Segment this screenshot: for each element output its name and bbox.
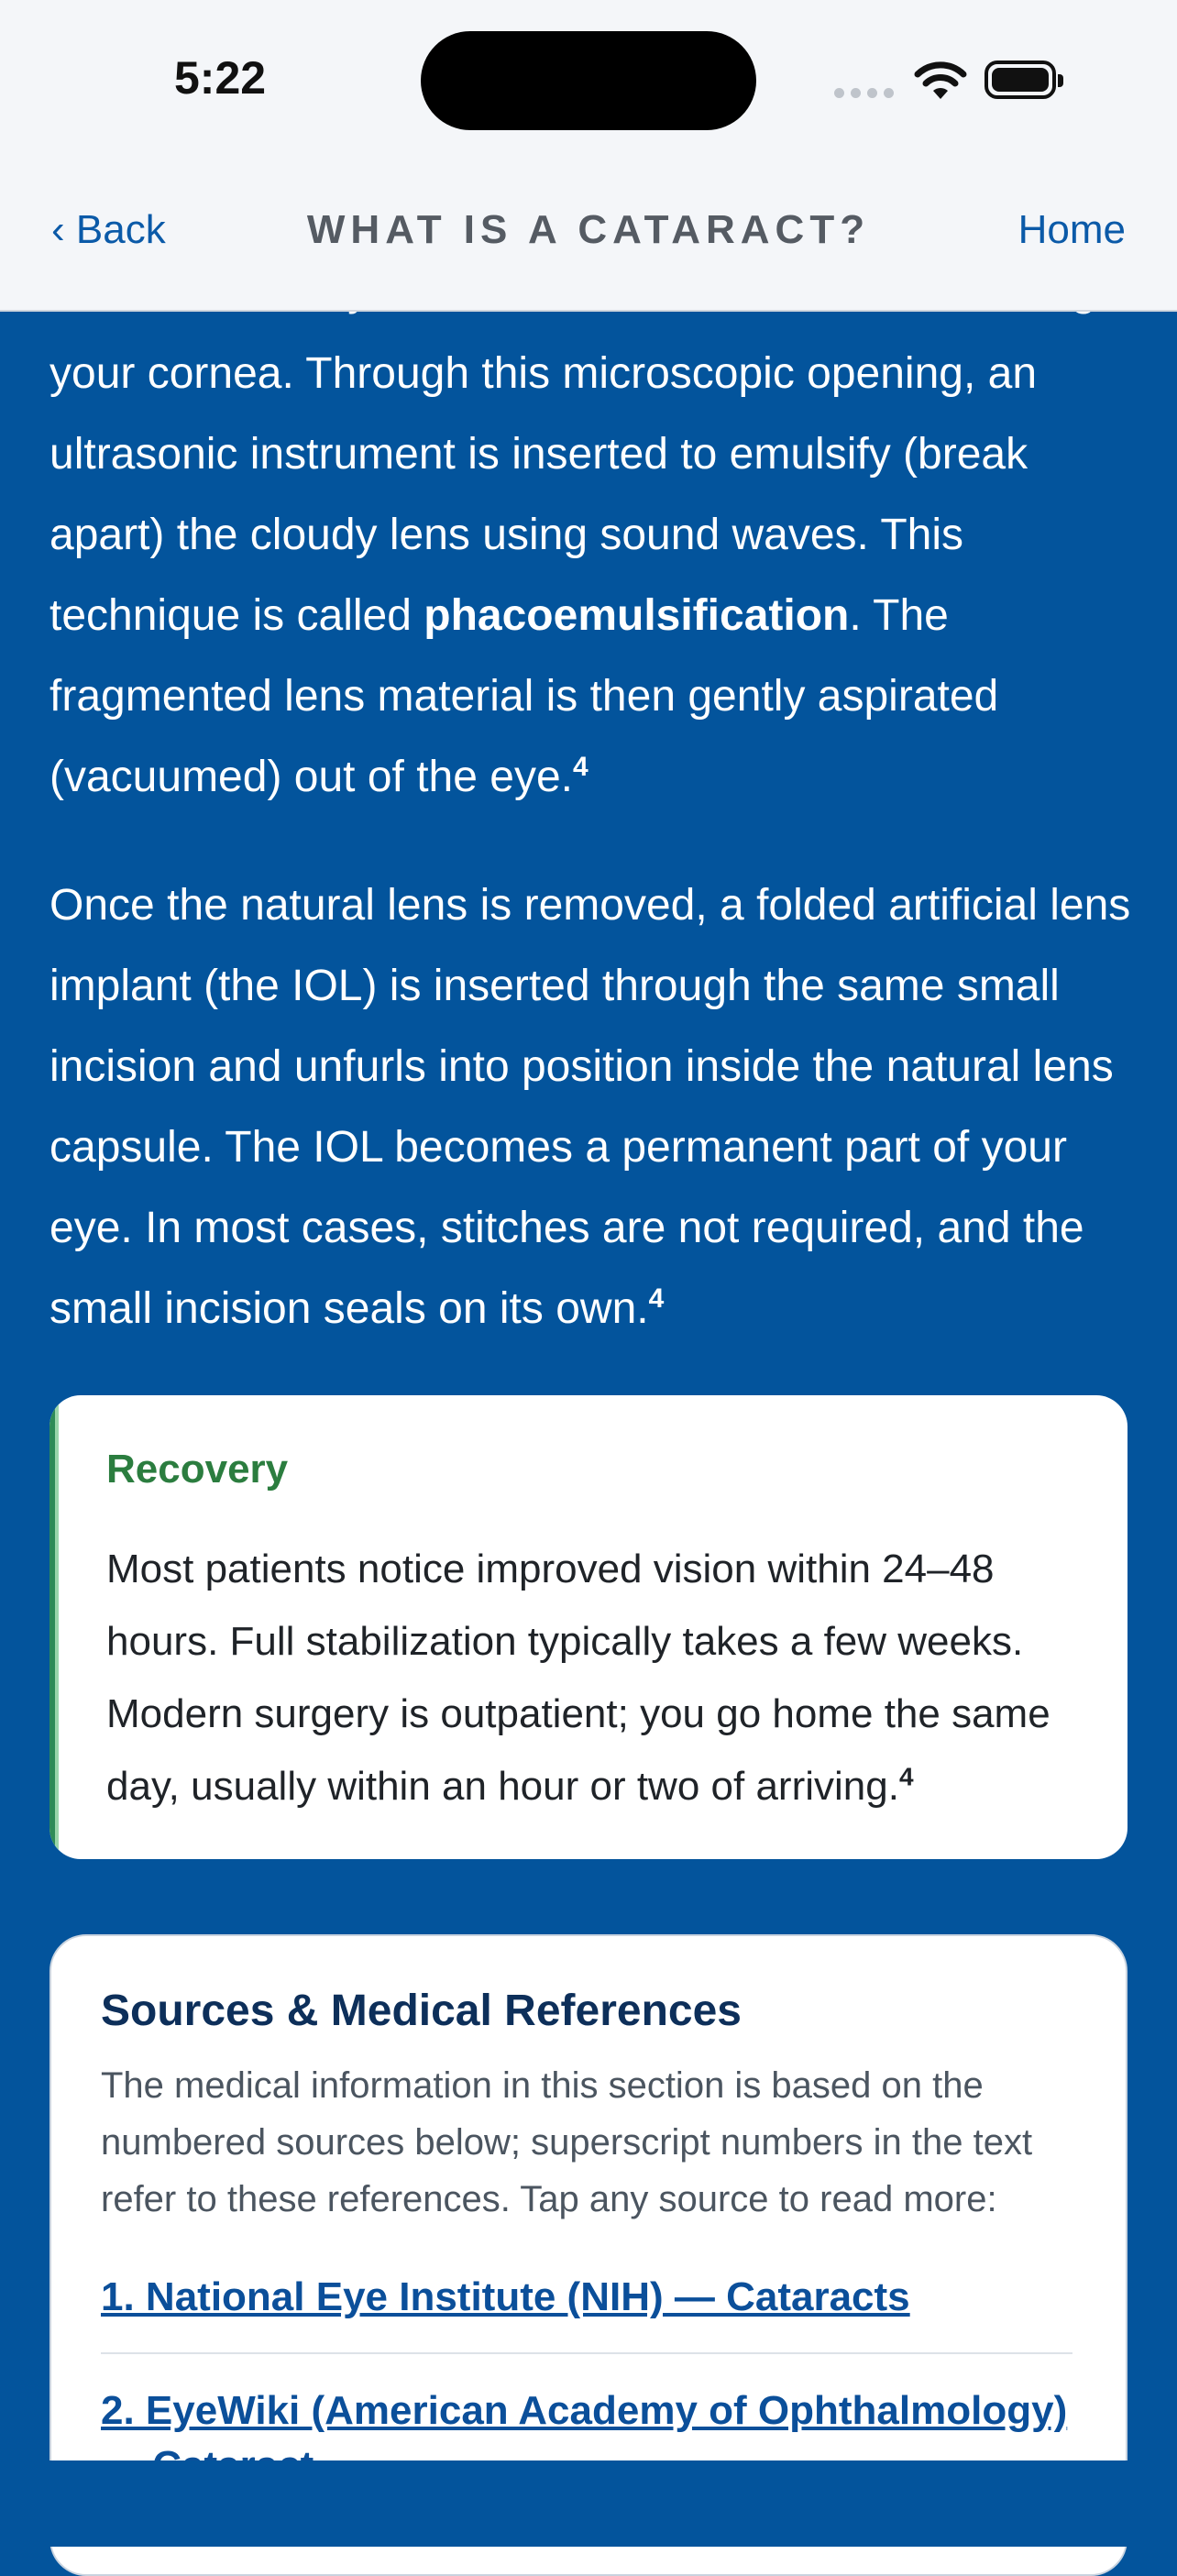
reference-superscript[interactable]: 4 — [572, 752, 588, 782]
cellular-signal-icon — [834, 88, 894, 98]
sources-title: Sources & Medical References — [101, 1987, 742, 2035]
sources-intro: The medical information in this section is based on the numbered sources below; superscript numbers in the text refer to these references. Tap any source to read more: — [101, 2065, 1033, 2219]
page-title: WHAT IS A CATARACT? — [306, 207, 871, 252]
reference-superscript[interactable]: 4 — [648, 1283, 665, 1314]
home-button[interactable]: Home — [1018, 207, 1126, 252]
paragraph-iol-text: Once the natural lens is removed, a folded artificial lens implant (the IOL) is inserted through the same small incision and unfurls into position inside the natural lens capsule. The IOL becomes a permanent part of your eye. In most cases, stitches are not required, and the small incision seals on its own. — [50, 881, 1131, 1333]
recovery-accent-bar — [50, 1395, 59, 1859]
status-time: 5:22 — [174, 52, 267, 104]
reference-superscript[interactable]: 4 — [898, 1762, 914, 1791]
wifi-icon — [913, 59, 968, 101]
recovery-title: Recovery — [106, 1447, 289, 1492]
back-button[interactable]: ‹ Back — [51, 207, 166, 252]
paragraph-iol — [50, 865, 1131, 1349]
bottom-safe-area — [0, 2460, 1177, 2547]
dynamic-island — [421, 31, 756, 130]
battery-icon — [984, 61, 1056, 99]
source-link-nei[interactable]: 1. National Eye Institute (NIH) — Cataracts — [101, 2274, 910, 2319]
phaco-term: phacoemulsification — [424, 591, 850, 640]
top-bar — [0, 0, 1177, 312]
paragraph-procedure-text: your cornea. Through this microscopic opening, an ultrasonic instrument is inserted to emulsify (break apart) the cloudy lens using sound waves. This technique is called — [50, 349, 1038, 640]
source-link-eyewiki[interactable]: 2. EyeWiki (American Academy of Ophthalmology) — [101, 2388, 1068, 2433]
recovery-text — [106, 1533, 1087, 1822]
divider — [101, 2352, 1072, 2354]
paragraph-procedure — [50, 334, 1131, 818]
recovery-card — [50, 1395, 1128, 1859]
recovery-body: Most patients notice improved vision within 24–48 hours. Full stabilization typically takes a few weeks. Modern surgery is outpatient; you go home the same day, usually within an hour or two of arriving. — [106, 1547, 1050, 1809]
paragraph-procedure-tail: . The fragmented lens material is then gently aspirated (vacuumed) out of the eye. — [50, 591, 999, 801]
